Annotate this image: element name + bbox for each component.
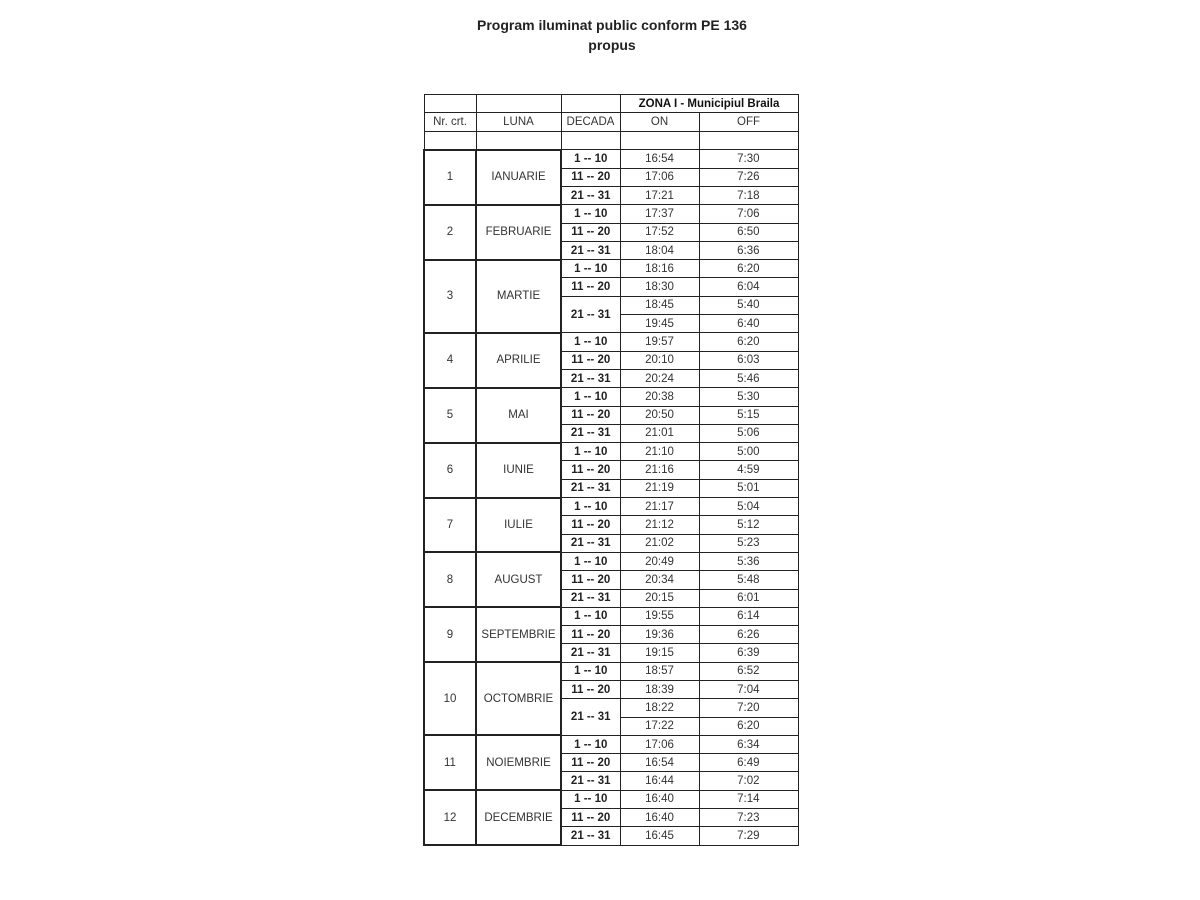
off-time: 6:03 [699, 351, 798, 369]
decade-range: 11 -- 20 [561, 571, 620, 589]
month-number: 3 [424, 260, 476, 333]
on-time: 19:45 [620, 315, 699, 333]
empty-cell [561, 131, 620, 150]
off-time: 6:52 [699, 662, 798, 680]
on-time: 19:55 [620, 607, 699, 625]
off-time: 5:00 [699, 443, 798, 461]
on-time: 16:40 [620, 790, 699, 808]
off-time: 6:50 [699, 223, 798, 241]
table-row [424, 735, 798, 753]
on-time: 18:39 [620, 681, 699, 699]
on-time: 21:02 [620, 534, 699, 552]
table-row [424, 607, 798, 625]
on-time: 16:54 [620, 150, 699, 168]
on-time: 18:16 [620, 260, 699, 278]
off-time: 7:26 [699, 168, 798, 186]
on-time: 17:22 [620, 717, 699, 735]
off-time: 7:30 [699, 150, 798, 168]
on-time: 16:44 [620, 772, 699, 790]
off-time: 5:36 [699, 552, 798, 570]
empty-cell [620, 131, 699, 150]
on-header: ON [620, 113, 699, 131]
decade-range: 21 -- 31 [561, 589, 620, 607]
on-time: 17:06 [620, 168, 699, 186]
table-row [424, 388, 798, 406]
off-time: 7:20 [699, 699, 798, 717]
month-number: 1 [424, 150, 476, 205]
decade-range: 11 -- 20 [561, 461, 620, 479]
decade-range: 1 -- 10 [561, 498, 620, 516]
on-time: 21:17 [620, 498, 699, 516]
off-time: 5:06 [699, 424, 798, 442]
off-time: 6:49 [699, 754, 798, 772]
off-time: 6:34 [699, 735, 798, 753]
table-row [424, 662, 798, 680]
decade-range: 11 -- 20 [561, 681, 620, 699]
decade-range: 11 -- 20 [561, 223, 620, 241]
table-row [424, 443, 798, 461]
off-header: OFF [699, 113, 798, 131]
off-time: 5:12 [699, 516, 798, 534]
month-number: 4 [424, 333, 476, 388]
decade-range: 21 -- 31 [561, 369, 620, 387]
off-time: 6:20 [699, 260, 798, 278]
month-name: DECEMBRIE [476, 790, 561, 845]
decade-range: 1 -- 10 [561, 552, 620, 570]
decade-range: 21 -- 31 [561, 424, 620, 442]
off-time: 4:59 [699, 461, 798, 479]
document-title: Program iluminat public conform PE 136 [477, 17, 747, 33]
document-subtitle: propus [588, 37, 636, 53]
month-number: 12 [424, 790, 476, 845]
on-time: 18:22 [620, 699, 699, 717]
off-time: 7:29 [699, 827, 798, 845]
off-time: 5:30 [699, 388, 798, 406]
off-time: 6:14 [699, 607, 798, 625]
month-name: NOIEMBRIE [476, 735, 561, 790]
table-row [424, 333, 798, 351]
on-time: 17:06 [620, 735, 699, 753]
on-time: 18:30 [620, 278, 699, 296]
luna-header: LUNA [476, 113, 561, 131]
off-time: 5:40 [699, 296, 798, 314]
table-row [424, 552, 798, 570]
off-time: 6:20 [699, 717, 798, 735]
off-time: 6:39 [699, 644, 798, 662]
off-time: 5:01 [699, 479, 798, 497]
off-time: 7:04 [699, 681, 798, 699]
decade-range: 21 -- 31 [561, 296, 620, 333]
decade-range: 11 -- 20 [561, 516, 620, 534]
off-time: 5:48 [699, 571, 798, 589]
decade-range: 1 -- 10 [561, 662, 620, 680]
on-time: 21:16 [620, 461, 699, 479]
on-time: 20:10 [620, 351, 699, 369]
on-time: 20:49 [620, 552, 699, 570]
decade-range: 11 -- 20 [561, 168, 620, 186]
decade-range: 11 -- 20 [561, 809, 620, 827]
off-time: 6:36 [699, 241, 798, 259]
zone-header: ZONA I - Municipiul Braila [620, 95, 798, 113]
decade-range: 21 -- 31 [561, 479, 620, 497]
on-time: 20:38 [620, 388, 699, 406]
off-time: 5:46 [699, 369, 798, 387]
month-number: 10 [424, 662, 476, 735]
off-time: 6:20 [699, 333, 798, 351]
off-time: 6:40 [699, 315, 798, 333]
decade-range: 21 -- 31 [561, 644, 620, 662]
off-time: 6:04 [699, 278, 798, 296]
decade-range: 1 -- 10 [561, 205, 620, 223]
on-time: 21:12 [620, 516, 699, 534]
on-time: 18:45 [620, 296, 699, 314]
on-time: 20:24 [620, 369, 699, 387]
decada-header: DECADA [561, 113, 620, 131]
decade-range: 11 -- 20 [561, 278, 620, 296]
decade-range: 11 -- 20 [561, 406, 620, 424]
on-time: 20:15 [620, 589, 699, 607]
table-row [424, 790, 798, 808]
empty-cell [424, 131, 476, 150]
month-name: MAI [476, 388, 561, 443]
off-time: 5:23 [699, 534, 798, 552]
on-time: 16:40 [620, 809, 699, 827]
on-time: 21:01 [620, 424, 699, 442]
decade-range: 1 -- 10 [561, 333, 620, 351]
empty-cell [561, 95, 620, 113]
on-time: 19:57 [620, 333, 699, 351]
month-number: 5 [424, 388, 476, 443]
month-name: SEPTEMBRIE [476, 607, 561, 662]
on-time: 17:21 [620, 186, 699, 204]
month-name: MARTIE [476, 260, 561, 333]
month-number: 11 [424, 735, 476, 790]
on-time: 21:10 [620, 443, 699, 461]
month-number: 6 [424, 443, 476, 498]
decade-range: 21 -- 31 [561, 534, 620, 552]
on-time: 18:57 [620, 662, 699, 680]
on-time: 20:34 [620, 571, 699, 589]
decade-range: 21 -- 31 [561, 772, 620, 790]
decade-range: 1 -- 10 [561, 443, 620, 461]
decade-range: 11 -- 20 [561, 754, 620, 772]
header-row [424, 113, 798, 131]
month-name: FEBRUARIE [476, 205, 561, 260]
off-time: 5:04 [699, 498, 798, 516]
off-time: 6:26 [699, 626, 798, 644]
on-time: 21:19 [620, 479, 699, 497]
spacer-row [424, 131, 798, 150]
table-row [424, 205, 798, 223]
month-name: IULIE [476, 498, 561, 553]
header-row-zone [424, 95, 798, 113]
on-time: 16:54 [620, 754, 699, 772]
month-name: IUNIE [476, 443, 561, 498]
decade-range: 1 -- 10 [561, 607, 620, 625]
decade-range: 21 -- 31 [561, 827, 620, 845]
off-time: 7:06 [699, 205, 798, 223]
off-time: 7:18 [699, 186, 798, 204]
month-number: 9 [424, 607, 476, 662]
month-number: 7 [424, 498, 476, 553]
table-row [424, 150, 798, 168]
table-row [424, 260, 798, 278]
on-time: 19:15 [620, 644, 699, 662]
empty-cell [699, 131, 798, 150]
on-time: 17:52 [620, 223, 699, 241]
decade-range: 11 -- 20 [561, 351, 620, 369]
decade-range: 1 -- 10 [561, 260, 620, 278]
decade-range: 11 -- 20 [561, 626, 620, 644]
month-name: OCTOMBRIE [476, 662, 561, 735]
decade-range: 1 -- 10 [561, 790, 620, 808]
month-name: IANUARIE [476, 150, 561, 205]
empty-cell [424, 95, 476, 113]
nr-header: Nr. crt. [424, 113, 476, 131]
decade-range: 21 -- 31 [561, 699, 620, 736]
empty-cell [476, 95, 561, 113]
off-time: 7:14 [699, 790, 798, 808]
month-number: 2 [424, 205, 476, 260]
lighting-schedule-table [423, 94, 799, 846]
on-time: 19:36 [620, 626, 699, 644]
on-time: 17:37 [620, 205, 699, 223]
on-time: 18:04 [620, 241, 699, 259]
month-name: APRILIE [476, 333, 561, 388]
off-time: 6:01 [699, 589, 798, 607]
month-name: AUGUST [476, 552, 561, 607]
off-time: 5:15 [699, 406, 798, 424]
decade-range: 21 -- 31 [561, 186, 620, 204]
decade-range: 21 -- 31 [561, 241, 620, 259]
off-time: 7:02 [699, 772, 798, 790]
off-time: 7:23 [699, 809, 798, 827]
decade-range: 1 -- 10 [561, 735, 620, 753]
decade-range: 1 -- 10 [561, 150, 620, 168]
table-row [424, 498, 798, 516]
on-time: 20:50 [620, 406, 699, 424]
on-time: 16:45 [620, 827, 699, 845]
decade-range: 1 -- 10 [561, 388, 620, 406]
empty-cell [476, 131, 561, 150]
month-number: 8 [424, 552, 476, 607]
